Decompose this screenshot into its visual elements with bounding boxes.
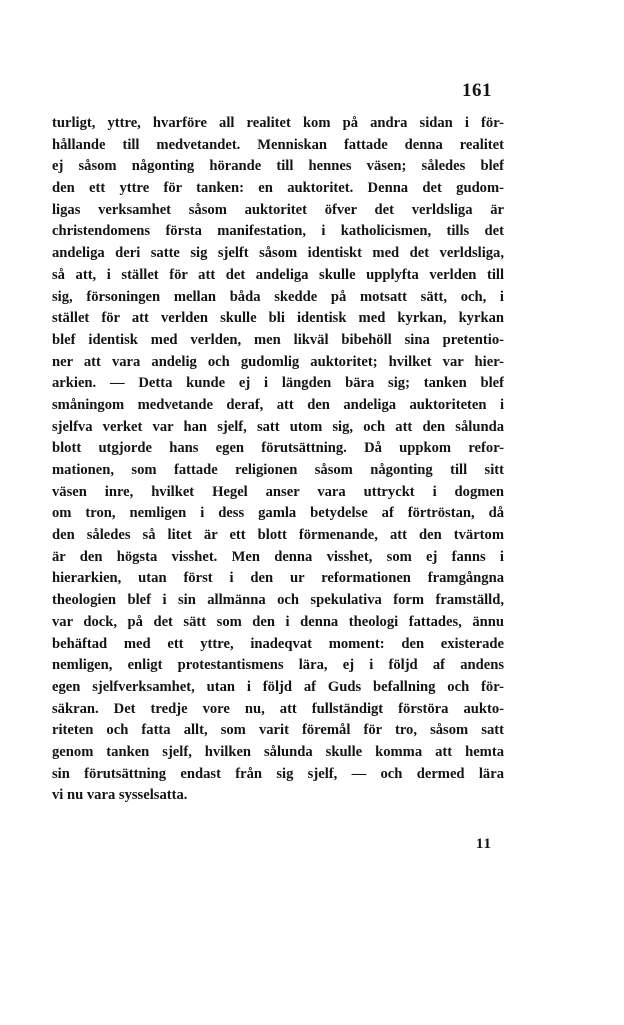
text-line: var dock, på det sätt som den i denna theologi fattades, ännu [52,613,504,630]
text-line: ej såsom någonting hörande till hennes väsen; således blef [52,158,504,175]
text-line: arkien. — Detta kunde ej i längden bära sig; tanken blef [52,375,504,392]
text-line: turligt, yttre, hvarföre all realitet kom på andra sidan i för- [52,115,504,131]
text-line: egen sjelfverksamhet, utan i följd af Guds befallning och för- [52,678,504,695]
text-line: är den högsta visshet. Men denna visshet, som ej fanns i [52,548,504,565]
text-line: blef identisk med verlden, men likväl bibehöll sina pretentio- [52,331,504,348]
text-line: hållande till medvetandet. Menniskan fattade denna realitet [52,136,504,153]
text-line: säkran. Det tredje vore nu, att fullständigt förstöra aukto- [52,700,504,717]
text-line: väsen inre, hvilket Hegel anser vara uttryckt i dogmen [52,483,504,500]
text-line: hierarkien, utan först i den ur reformationen framgångna [52,570,504,587]
text-line-last: vi nu vara sysselsatta. [52,787,188,804]
text-line: ligas verksamhet såsom auktoritet öfver det verldsliga är [52,201,504,218]
text-line: sig, försoningen mellan båda skedde på motsatt sätt, och, i [52,288,504,305]
page-number: 161 [462,80,492,101]
text-line: theologien blef i sin allmänna och spekulativa form framställd, [52,592,504,609]
text-line: så att, i stället för att det andeliga skulle upplyfta verlden till [52,266,504,283]
body-text [52,113,504,807]
text-line: blott utgjorde hans egen förutsättning. Då uppkom refor- [52,440,504,457]
text-line: ner att vara andelig och gudomlig auktoritet; hvilket var hier- [52,353,504,370]
text-line: den ett yttre för tanken: en auktoritet. Denna det gudom- [52,180,504,197]
text-line: genom tanken sjelf, hvilken sålunda skulle komma att hemta [52,743,504,760]
text-line: sin förutsättning endast från sig sjelf, — och dermed lära [52,765,504,782]
text-line: småningom medvetande deraf, att den andeliga auktoriteten i [52,396,504,413]
text-line: sjelfva verket var han sjelf, satt utom sig, och att den sålunda [52,418,504,435]
text-line: riteten och fatta allt, som varit föremål för tro, såsom satt [52,722,504,739]
text-line: mationen, som fattade religionen såsom någonting till sitt [52,462,504,478]
text-line: christendomens första manifestation, i katholicismen, tills det [52,223,504,240]
text-line: den således så litet är ett blott förmenande, att den tvärtom [52,527,504,544]
text-line: nemligen, enligt protestantismens lära, ej i följd af andens [52,657,504,674]
signature-mark: 11 [475,836,492,852]
text-line: behäftad med ett yttre, inadeqvat moment: den existerade [52,635,504,652]
text-line: andeliga deri satte sig sjelft såsom identiskt med det verldsliga, [52,245,504,262]
text-line: stället för att verlden skulle bli identisk med kyrkan, kyrkan [52,310,504,327]
text-line: om tron, nemligen i dess gamla betydelse af förtröstan, då [52,505,504,522]
